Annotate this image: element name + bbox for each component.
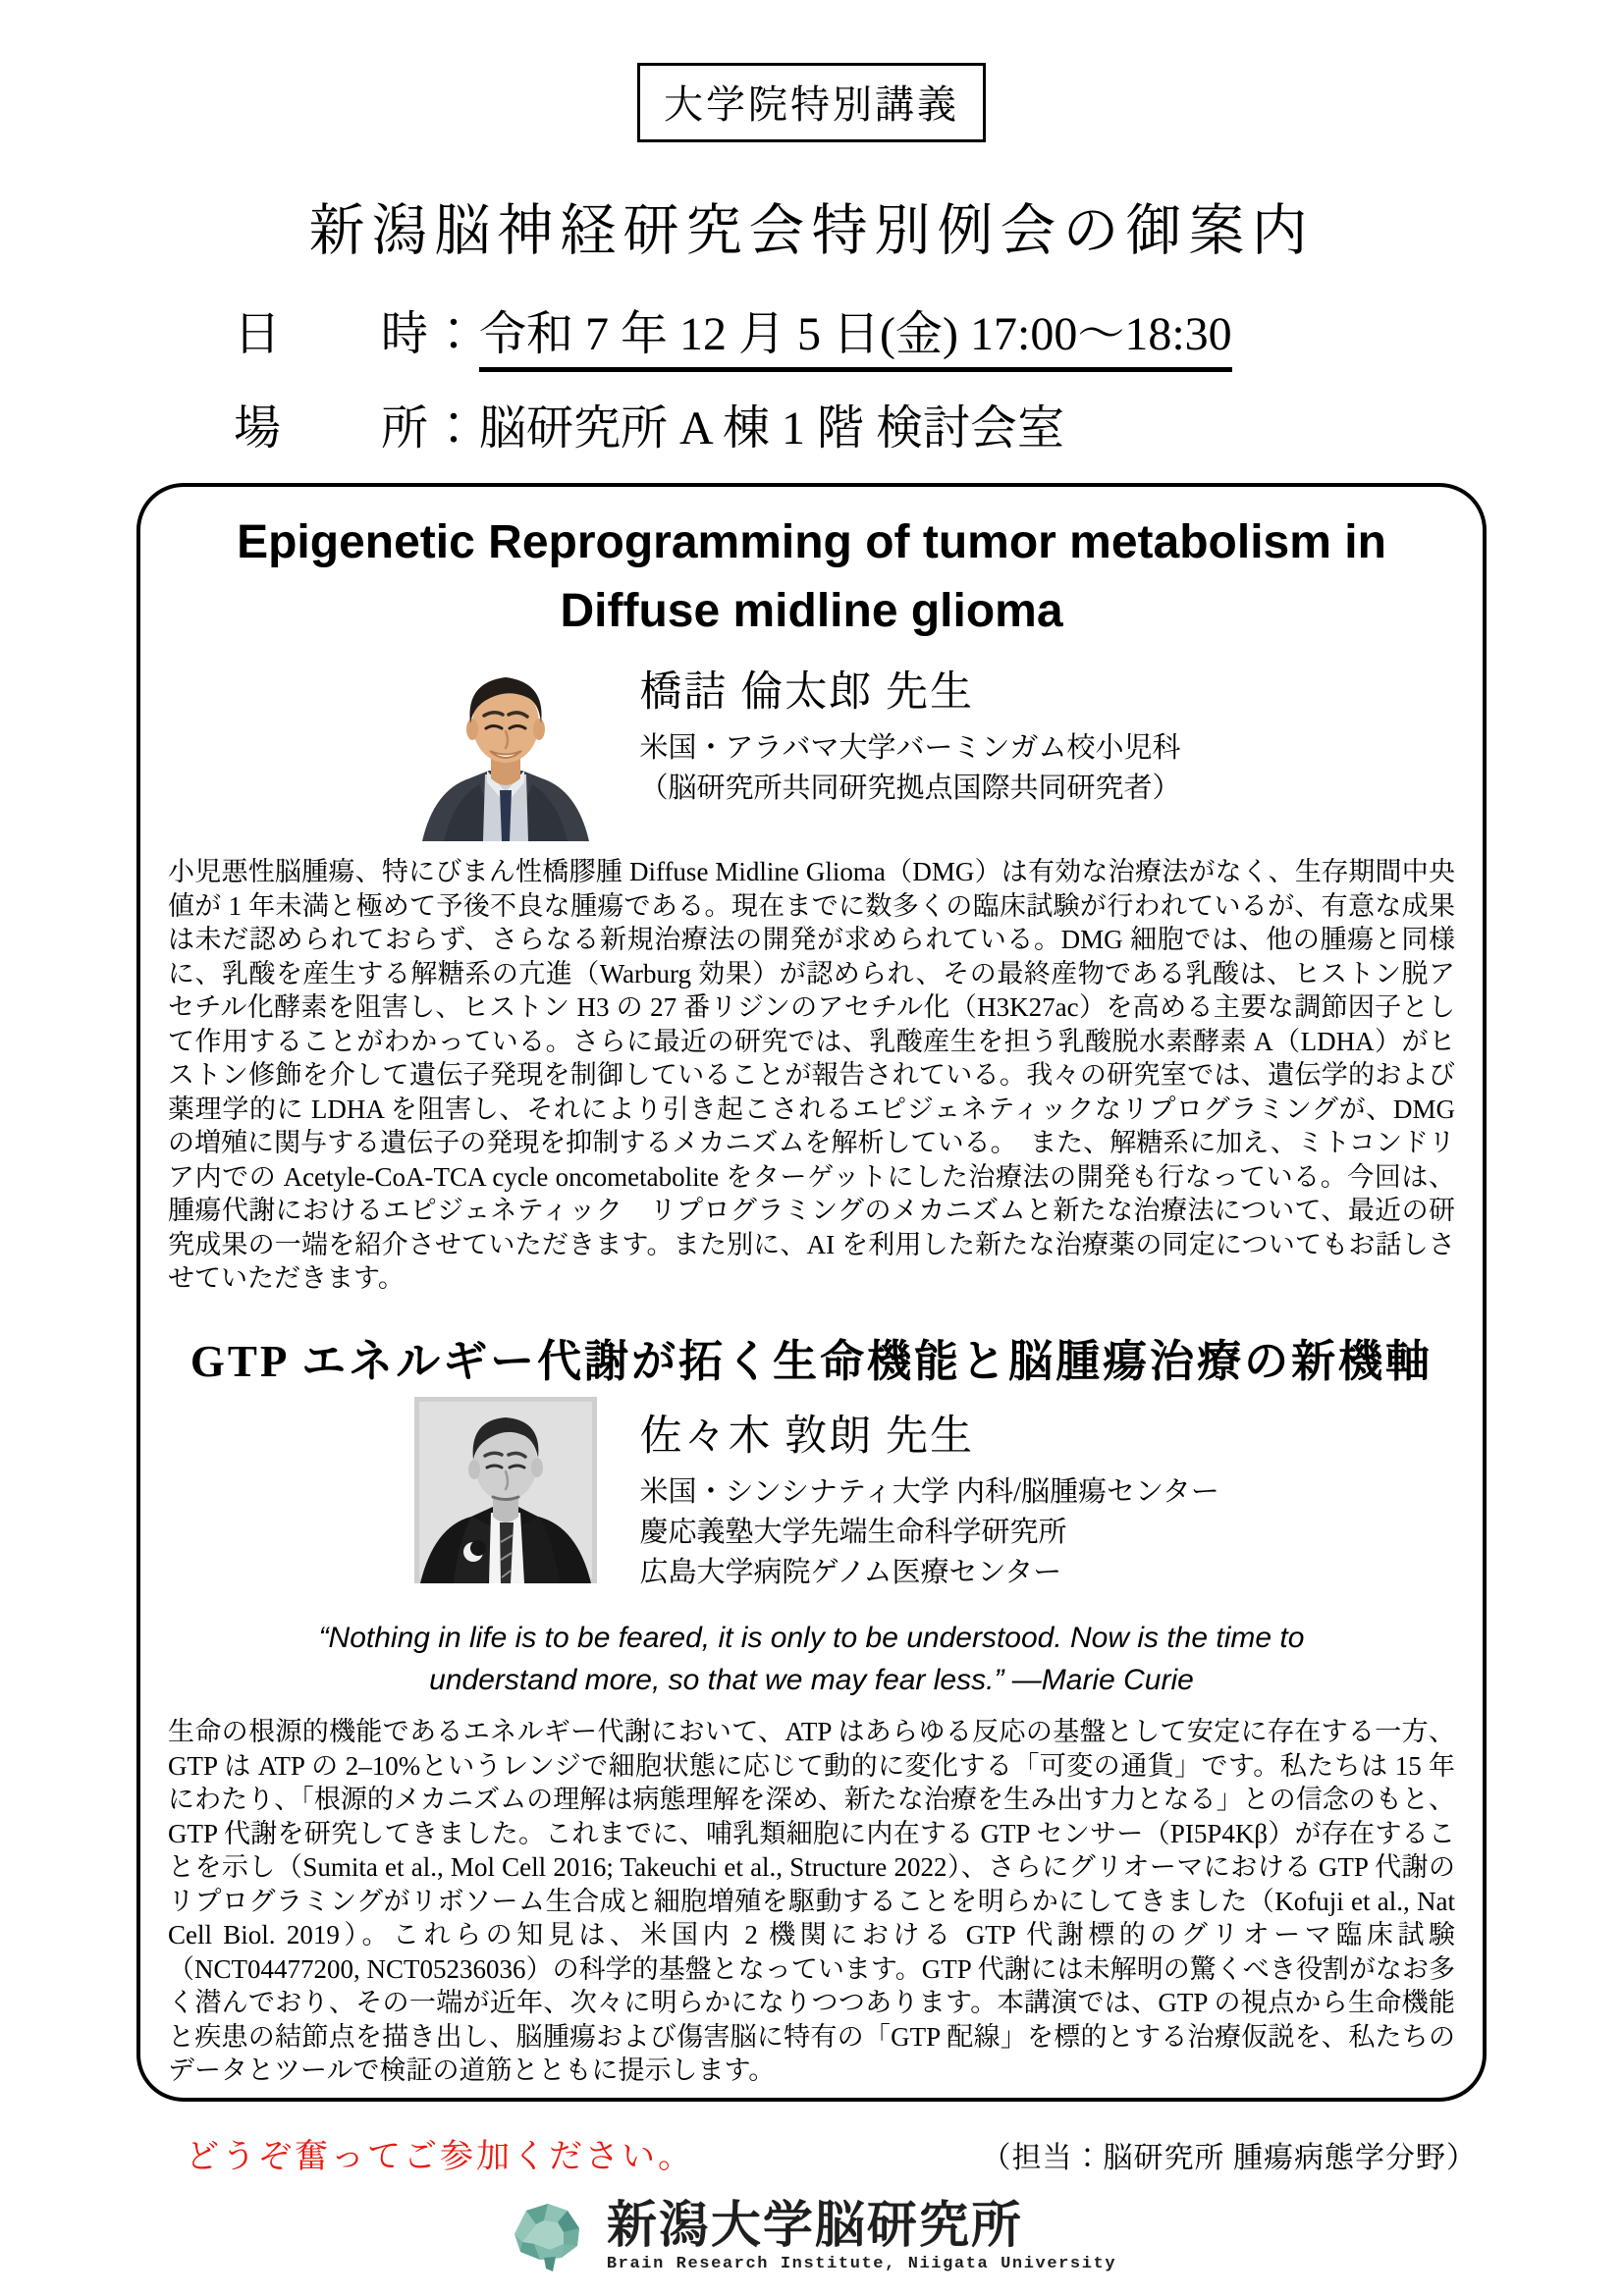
event-info	[234, 295, 1623, 457]
badge-wrap	[0, 0, 1623, 142]
speaker2-name: 佐々木 敦朗 先生	[639, 1413, 974, 1460]
speaker1-row	[168, 653, 1455, 841]
datetime-value: 令和 7 年 12 月 5 日(金) 17:00～18:30	[479, 295, 1232, 372]
speaker1-info	[640, 653, 1210, 809]
datetime-line	[234, 295, 1623, 372]
speaker2-affiliation-1: 米国・シンシナティ大学 内科/脳腫瘍センター	[639, 1475, 1219, 1508]
marie-curie-quote	[168, 1617, 1455, 1701]
brain-icon	[507, 2199, 587, 2273]
speaker1-affiliation-1: 米国・アラバマ大学バーミンガム校小児科	[639, 732, 1181, 765]
talk1-title	[168, 508, 1455, 645]
speaker2-photo	[414, 1397, 597, 1583]
logo-name-english: Brain Research Institute, Niigata University	[606, 2255, 1117, 2274]
logo-text	[606, 2196, 1117, 2274]
lectures-box	[136, 483, 1487, 2102]
quote-line1: “Nothing in life is to be feared, it is only to be understood. Now is the time to	[318, 1622, 1305, 1655]
institute-logo	[0, 2196, 1623, 2274]
page-title: 新潟脳神経研究会特別例会の御案内	[308, 200, 1315, 262]
datetime-label: 日 時：	[234, 308, 480, 360]
talk2-abstract: 生命の根源的機能であるエネルギー代謝において、ATP はあらゆる反応の基盤として安定に存在する一方、GTP は ATP の 2–10%というレンジで細胞状態に応じて動的に変化する「可変の通貨」です。私たちは 15 年にわたり、「根源的メカニズムの理解は病態理解を深め、新たな治療を生み出す力となる」との信念のもと、GTP 代謝を研究してきました。これまでに、哺乳類細胞に内在する GTP センサー（PI5P4Kβ）が存在することを示し（Sumita et al., Mol Cell 2016; Takeuchi et al., Structure 2022）、さらにグリオーマにおける GTP 代謝のリプログラミングがリボソーム生合成と細胞増殖を駆動することを明らかにしてきました（Kofuji et al., Nat Cell Biol. 2019）。これらの知見は、米国内 2 機関における GTP 代謝標的のグリオーマ臨床試験（NCT04477200, NCT05236036）の科学的基盤となっています。GTP 代謝には未解明の驚くべき役割がなお多く潜んでおり、その一端が近年、次々に明らかになりつつあります。本講演では、GTP の視点から生命機能と疾患の結節点を描き出し、脳腫瘍および傷害脳に特有の「GTP 配線」を標的とする治療仮説を、私たちのデータとツールで検証の道筋とともに提示します。	[168, 1717, 1455, 2086]
talk1-title-line1: Epigenetic Reprogramming of tumor metabolism in	[237, 516, 1386, 568]
footer-row	[136, 2129, 1487, 2177]
speaker1-affiliation-2: （脳研究所共同研究拠点国際共同研究者）	[639, 773, 1181, 805]
contact-text: （担当：脳研究所 腫瘍病態学分野）	[981, 2141, 1477, 2174]
speaker2-affiliation-3: 広島大学病院ゲノム医療センター	[639, 1557, 1062, 1589]
speaker2-row	[168, 1397, 1455, 1594]
talk1-abstract: 小児悪性脳腫瘍、特にびまん性橋膠腫 Diffuse Midline Glioma（DMG）は有効な治療法がなく、生存期間中央値が 1 年未満と極めて予後不良な腫瘍である。現在までに数多くの臨床試験が行われているが、有意な成果は未だ認められておらず、さらなる新規治療法の開発が求められている。DMG 細胞では、他の腫瘍と同様に、乳酸を産生する解糖系の亢進（Warburg 効果）が認められ、その最終産物である乳酸は、ヒストン脱アセチル化酵素を阻害し、ヒストン H3 の 27 番リジンのアセチル化（H3K27ac）を高める主要な調節因子として作用することがわかっている。さらに最近の研究では、乳酸産生を担う乳酸脱水素酵素 A（LDHA）がヒストン修飾を介して遺伝子発現を制御していることが報告されている。我々の研究室では、遺伝学的および薬理学的に LDHA を阻害し、それにより引き起こされるエピジェネティックなリプログラミングが、DMG の増殖に関与する遺伝子の発現を抑制するメカニズムを解析している。 また、解糖系に加え、ミトコンドリア内での Acetyle-CoA-TCA cycle oncometabolite をターゲットにした治療法の開発も行なっている。今回は、腫瘍代謝におけるエピジェネティック リプログラミングのメカニズムと新たな治療法について、最近の研究成果の一端を紹介させていただきます。また別に、AI を利用した新たな治療薬の同定についてもお話しさせていただきます。	[168, 857, 1455, 1294]
venue-label: 場 所：	[234, 402, 480, 454]
venue-line	[234, 390, 1623, 457]
venue-value: 脳研究所 A 棟 1 階 検討会室	[479, 402, 1065, 454]
header-badge: 大学院特別講義	[637, 63, 986, 142]
speaker1-photo	[414, 653, 597, 841]
speaker1-name: 橋詰 倫太郎 先生	[639, 669, 974, 717]
invitation-text: どうぞ奮ってご参加ください。	[186, 2138, 694, 2175]
logo-name-japanese: 新潟大学脳研究所	[606, 2196, 1023, 2253]
talk1-title-line2: Diffuse midline glioma	[560, 584, 1063, 637]
quote-line2: understand more, so that we may fear less.” —Marie Curie	[429, 1664, 1194, 1697]
talk2-title: GTP エネルギー代謝が拓く生命機能と脳腫瘍治療の新機軸	[189, 1336, 1434, 1386]
speaker2-affiliation-2: 慶応義塾大学先端生命科学研究所	[639, 1516, 1067, 1548]
speaker2-info	[639, 1397, 1219, 1594]
